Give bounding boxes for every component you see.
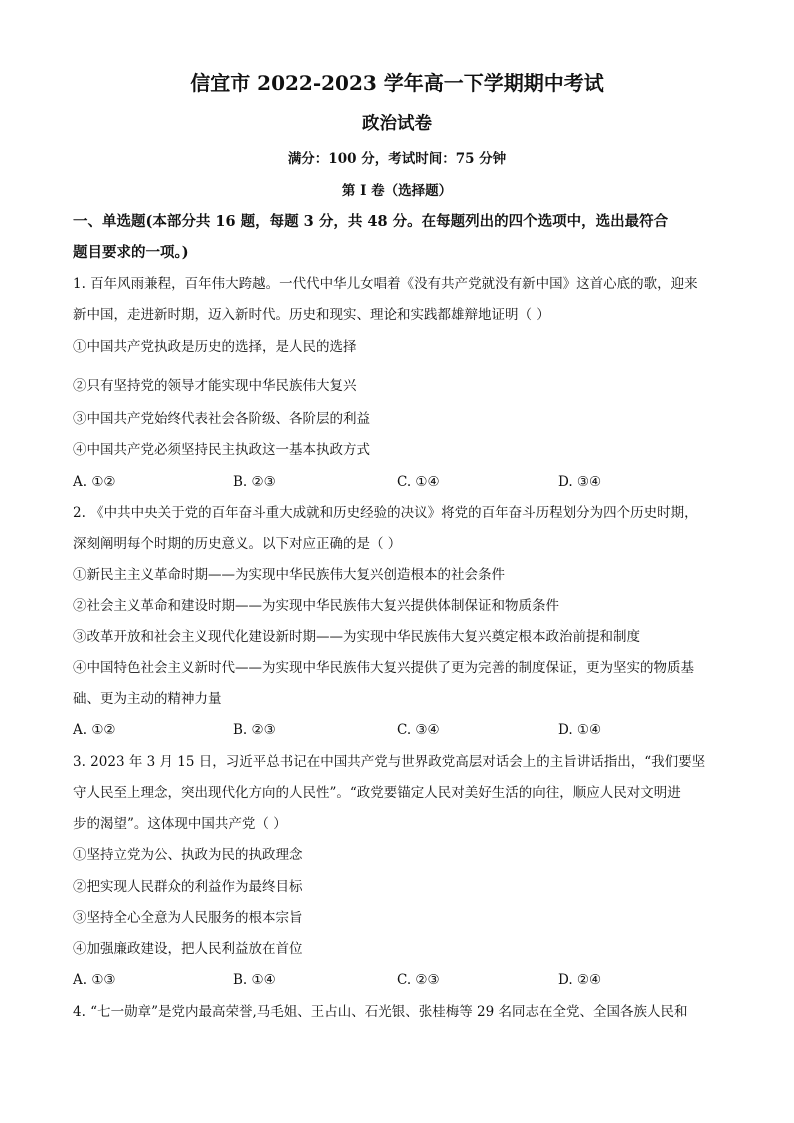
answer-option: C. ①④ (397, 474, 440, 490)
question-stem: 1. 百年风雨兼程，百年伟大跨越。一代代中华儿女唱着《没有共产党就没有新中国》这首心底的歌，迎来 (73, 276, 698, 292)
exam-title: 信宜市 2022-2023 学年高一下学期期中考试 (190, 71, 604, 95)
statement-item: ④加强廉政建设，把人民利益放在首位 (73, 941, 303, 957)
question-stem: 深刻阐明每个时期的历史意义。以下对应正确的是（ ） (73, 536, 402, 552)
question-stem: 4. “七一勋章”是党内最高荣誉,马毛姐、王占山、石光银、张桂梅等 29 名同志在全党、全国各族人民和 (73, 1004, 688, 1020)
statement-item: ①坚持立党为公、执政为民的执政理念 (73, 847, 303, 863)
answer-option: A. ①② (73, 722, 116, 738)
volume-heading: 第 I 卷（选择题） (341, 183, 453, 199)
section-heading: 一、单选题(本部分共 16 题，每题 3 分，共 48 分。在每题列出的四个选项中，选出最符合 (73, 213, 669, 230)
statement-item: ④中国特色社会主义新时代——为实现中华民族伟大复兴提供了更为完善的制度保证，更为坚实的物质基 (73, 660, 694, 676)
question-stem: 新中国，走进新时期，迈入新时代。历史和现实、理论和实践都雄辩地证明（ ） (73, 307, 550, 323)
answer-option: C. ②③ (397, 972, 440, 988)
statement-item: ②把实现人民群众的利益作为最终目标 (73, 879, 303, 895)
statement-item: ③改革开放和社会主义现代化建设新时期——为实现中华民族伟大复兴奠定根本政治前提和制度 (73, 629, 640, 645)
statement-item: ③中国共产党始终代表社会各阶级、各阶层的利益 (73, 411, 370, 427)
answer-option: C. ③④ (397, 722, 440, 738)
answer-option: B. ②③ (233, 474, 276, 490)
statement-item: ②只有坚持党的领导才能实现中华民族伟大复兴 (73, 378, 357, 394)
answer-option: A. ①② (73, 474, 116, 490)
answer-option: D. ①④ (558, 722, 602, 738)
exam-meta: 满分：100 分，考试时间：75 分钟 (287, 151, 507, 167)
statement-item: ②社会主义革命和建设时期——为实现中华民族伟大复兴提供体制保证和物质条件 (73, 598, 559, 614)
question-stem: 2. 《中共中央关于党的百年奋斗重大成就和历史经验的决议》将党的百年奋斗历程划分为四个历史时期， (73, 505, 698, 521)
statement-item: ①中国共产党执政是历史的选择，是人民的选择 (73, 339, 357, 355)
question-stem: 守人民至上理念，突出现代化方向的人民性”。“政党要锚定人民对美好生活的向往，顺应人民对文明进 (73, 785, 681, 801)
section-heading-cont: 题目要求的一项。) (73, 244, 189, 261)
answer-option: D. ③④ (558, 474, 602, 490)
answer-option: D. ②④ (558, 972, 602, 988)
question-stem: 3. 2023 年 3 月 15 日，习近平总书记在中国共产党与世界政党高层对话会上的主旨讲话指出，“我们要坚 (73, 754, 706, 770)
statement-item: 础、更为主动的精神力量 (73, 691, 222, 707)
subject-title: 政治试卷 (362, 114, 432, 134)
answer-option: B. ②③ (233, 722, 276, 738)
answer-option: B. ①④ (233, 972, 276, 988)
question-stem: 步的渴望”。这体现中国共产党（ ） (73, 816, 287, 832)
answer-option: A. ①③ (73, 972, 116, 988)
statement-item: ④中国共产党必须坚持民主执政这一基本执政方式 (73, 442, 370, 458)
statement-item: ①新民主主义革命时期——为实现中华民族伟大复兴创造根本的社会条件 (73, 567, 505, 583)
statement-item: ③坚持全心全意为人民服务的根本宗旨 (73, 910, 303, 926)
